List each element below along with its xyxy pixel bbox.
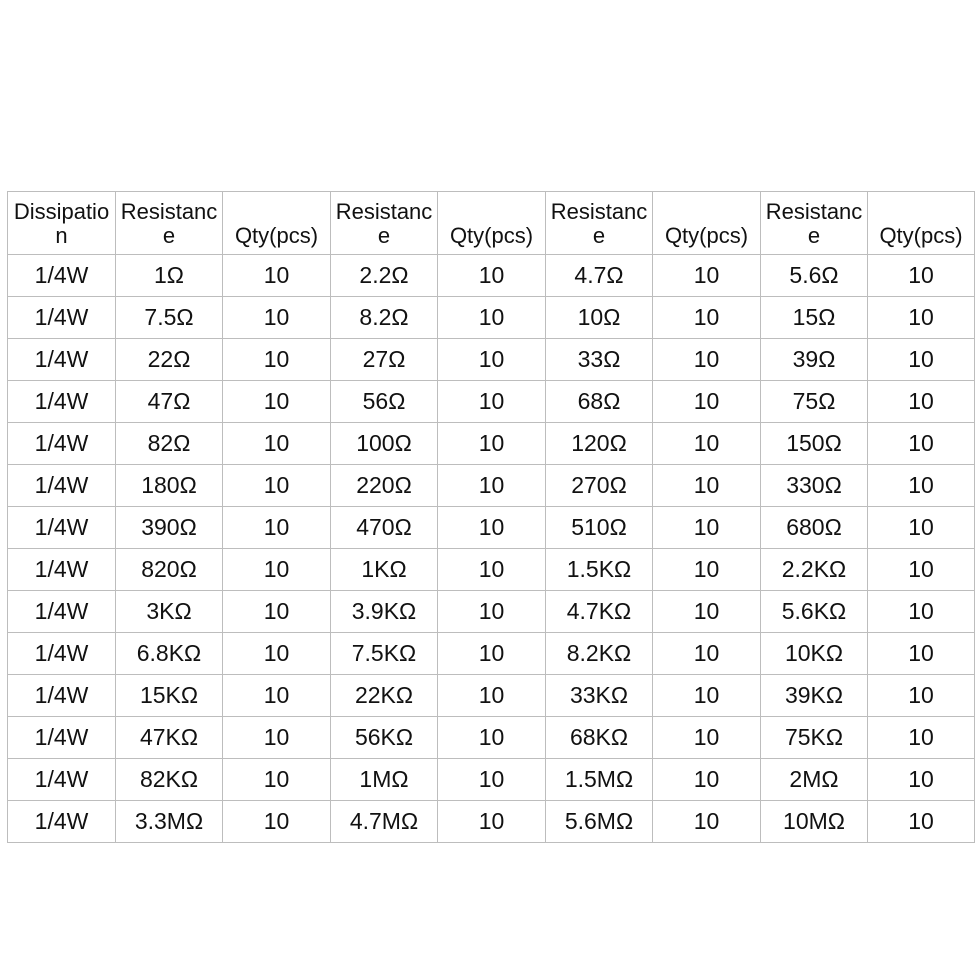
- qty-cell: 10: [653, 465, 761, 507]
- qty-cell: 10: [438, 255, 546, 297]
- resistance-cell: 82Ω: [116, 423, 223, 465]
- resistance-cell: 4.7KΩ: [546, 591, 653, 633]
- table-row: [8, 549, 975, 591]
- table-row: [8, 381, 975, 423]
- qty-cell: 10: [223, 465, 331, 507]
- qty-cell: 10: [868, 633, 975, 675]
- resistance-cell: 470Ω: [331, 507, 438, 549]
- resistance-cell: 1.5KΩ: [546, 549, 653, 591]
- qty-cell: 10: [438, 297, 546, 339]
- table-row: [8, 339, 975, 381]
- resistance-cell: 10MΩ: [761, 801, 868, 843]
- qty-cell: 10: [438, 549, 546, 591]
- qty-cell: 10: [223, 507, 331, 549]
- qty-cell: 10: [653, 297, 761, 339]
- qty-cell: 10: [223, 591, 331, 633]
- resistance-cell: 68KΩ: [546, 717, 653, 759]
- qty-cell: 10: [868, 675, 975, 717]
- resistance-cell: 3.3MΩ: [116, 801, 223, 843]
- resistance-cell: 2MΩ: [761, 759, 868, 801]
- qty-cell: 10: [653, 339, 761, 381]
- dissipation-cell: 1/4W: [8, 423, 116, 465]
- qty-cell: 10: [438, 591, 546, 633]
- qty-cell: 10: [438, 633, 546, 675]
- dissipation-cell: 1/4W: [8, 801, 116, 843]
- table-body: [8, 255, 975, 843]
- table-row: [8, 423, 975, 465]
- table-row: [8, 255, 975, 297]
- table-row: [8, 465, 975, 507]
- dissipation-cell: 1/4W: [8, 549, 116, 591]
- resistance-cell: 56Ω: [331, 381, 438, 423]
- qty-cell: 10: [438, 801, 546, 843]
- qty-cell: 10: [438, 717, 546, 759]
- qty-cell: 10: [868, 339, 975, 381]
- qty-cell: 10: [868, 381, 975, 423]
- qty-cell: 10: [868, 255, 975, 297]
- header-qty: Qty(pcs): [223, 192, 331, 255]
- header-qty: Qty(pcs): [653, 192, 761, 255]
- header-resistance: Resistance: [546, 192, 653, 255]
- table-header-row: [8, 192, 975, 255]
- header-dissipation: Dissipation: [8, 192, 116, 255]
- qty-cell: 10: [438, 675, 546, 717]
- header-qty: Qty(pcs): [868, 192, 975, 255]
- header-qty: Qty(pcs): [438, 192, 546, 255]
- resistance-cell: 390Ω: [116, 507, 223, 549]
- resistance-cell: 1KΩ: [331, 549, 438, 591]
- table-row: [8, 507, 975, 549]
- qty-cell: 10: [868, 465, 975, 507]
- resistance-cell: 220Ω: [331, 465, 438, 507]
- qty-cell: 10: [223, 633, 331, 675]
- resistance-cell: 1MΩ: [331, 759, 438, 801]
- resistance-cell: 33Ω: [546, 339, 653, 381]
- resistor-kit-table: [7, 191, 975, 843]
- resistance-cell: 3KΩ: [116, 591, 223, 633]
- resistance-cell: 75Ω: [761, 381, 868, 423]
- resistance-cell: 75KΩ: [761, 717, 868, 759]
- table-row: [8, 633, 975, 675]
- qty-cell: 10: [653, 591, 761, 633]
- resistance-cell: 68Ω: [546, 381, 653, 423]
- resistance-cell: 5.6MΩ: [546, 801, 653, 843]
- resistance-cell: 100Ω: [331, 423, 438, 465]
- dissipation-cell: 1/4W: [8, 339, 116, 381]
- qty-cell: 10: [653, 675, 761, 717]
- resistance-cell: 6.8KΩ: [116, 633, 223, 675]
- table-row: [8, 759, 975, 801]
- resistance-cell: 180Ω: [116, 465, 223, 507]
- qty-cell: 10: [868, 591, 975, 633]
- resistance-cell: 1Ω: [116, 255, 223, 297]
- qty-cell: 10: [223, 339, 331, 381]
- qty-cell: 10: [223, 759, 331, 801]
- qty-cell: 10: [438, 381, 546, 423]
- table-row: [8, 675, 975, 717]
- resistance-cell: 3.9KΩ: [331, 591, 438, 633]
- dissipation-cell: 1/4W: [8, 759, 116, 801]
- qty-cell: 10: [868, 507, 975, 549]
- resistance-cell: 5.6Ω: [761, 255, 868, 297]
- qty-cell: 10: [438, 507, 546, 549]
- qty-cell: 10: [438, 339, 546, 381]
- resistance-cell: 10KΩ: [761, 633, 868, 675]
- resistance-cell: 47KΩ: [116, 717, 223, 759]
- dissipation-cell: 1/4W: [8, 297, 116, 339]
- qty-cell: 10: [653, 633, 761, 675]
- table-row: [8, 801, 975, 843]
- qty-cell: 10: [223, 549, 331, 591]
- resistance-cell: 330Ω: [761, 465, 868, 507]
- qty-cell: 10: [868, 801, 975, 843]
- qty-cell: 10: [653, 423, 761, 465]
- resistance-cell: 680Ω: [761, 507, 868, 549]
- resistance-cell: 82KΩ: [116, 759, 223, 801]
- table-row: [8, 717, 975, 759]
- resistance-cell: 47Ω: [116, 381, 223, 423]
- resistance-cell: 39Ω: [761, 339, 868, 381]
- dissipation-cell: 1/4W: [8, 507, 116, 549]
- qty-cell: 10: [223, 423, 331, 465]
- qty-cell: 10: [868, 549, 975, 591]
- qty-cell: 10: [223, 297, 331, 339]
- resistance-cell: 7.5KΩ: [331, 633, 438, 675]
- table-row: [8, 591, 975, 633]
- qty-cell: 10: [653, 381, 761, 423]
- header-resistance: Resistance: [116, 192, 223, 255]
- qty-cell: 10: [868, 423, 975, 465]
- dissipation-cell: 1/4W: [8, 255, 116, 297]
- dissipation-cell: 1/4W: [8, 717, 116, 759]
- qty-cell: 10: [868, 759, 975, 801]
- dissipation-cell: 1/4W: [8, 465, 116, 507]
- resistance-cell: 5.6KΩ: [761, 591, 868, 633]
- table-row: [8, 297, 975, 339]
- header-resistance: Resistance: [761, 192, 868, 255]
- qty-cell: 10: [223, 717, 331, 759]
- qty-cell: 10: [223, 255, 331, 297]
- resistance-cell: 7.5Ω: [116, 297, 223, 339]
- dissipation-cell: 1/4W: [8, 675, 116, 717]
- qty-cell: 10: [653, 507, 761, 549]
- resistance-cell: 10Ω: [546, 297, 653, 339]
- resistance-cell: 4.7MΩ: [331, 801, 438, 843]
- qty-cell: 10: [223, 675, 331, 717]
- resistance-cell: 33KΩ: [546, 675, 653, 717]
- resistance-cell: 270Ω: [546, 465, 653, 507]
- qty-cell: 10: [653, 759, 761, 801]
- resistance-cell: 150Ω: [761, 423, 868, 465]
- resistance-cell: 1.5MΩ: [546, 759, 653, 801]
- dissipation-cell: 1/4W: [8, 381, 116, 423]
- resistance-cell: 15KΩ: [116, 675, 223, 717]
- resistance-cell: 8.2KΩ: [546, 633, 653, 675]
- qty-cell: 10: [868, 717, 975, 759]
- resistance-cell: 2.2KΩ: [761, 549, 868, 591]
- resistance-cell: 820Ω: [116, 549, 223, 591]
- qty-cell: 10: [653, 717, 761, 759]
- resistance-cell: 15Ω: [761, 297, 868, 339]
- dissipation-cell: 1/4W: [8, 591, 116, 633]
- qty-cell: 10: [653, 549, 761, 591]
- resistance-cell: 56KΩ: [331, 717, 438, 759]
- resistance-cell: 8.2Ω: [331, 297, 438, 339]
- qty-cell: 10: [653, 255, 761, 297]
- header-resistance: Resistance: [331, 192, 438, 255]
- qty-cell: 10: [438, 465, 546, 507]
- dissipation-cell: 1/4W: [8, 633, 116, 675]
- qty-cell: 10: [438, 759, 546, 801]
- qty-cell: 10: [438, 423, 546, 465]
- qty-cell: 10: [223, 381, 331, 423]
- qty-cell: 10: [223, 801, 331, 843]
- resistance-cell: 2.2Ω: [331, 255, 438, 297]
- qty-cell: 10: [868, 297, 975, 339]
- qty-cell: 10: [653, 801, 761, 843]
- resistance-cell: 22KΩ: [331, 675, 438, 717]
- resistance-cell: 27Ω: [331, 339, 438, 381]
- resistance-cell: 4.7Ω: [546, 255, 653, 297]
- resistance-cell: 510Ω: [546, 507, 653, 549]
- resistance-cell: 22Ω: [116, 339, 223, 381]
- resistance-cell: 39KΩ: [761, 675, 868, 717]
- resistance-cell: 120Ω: [546, 423, 653, 465]
